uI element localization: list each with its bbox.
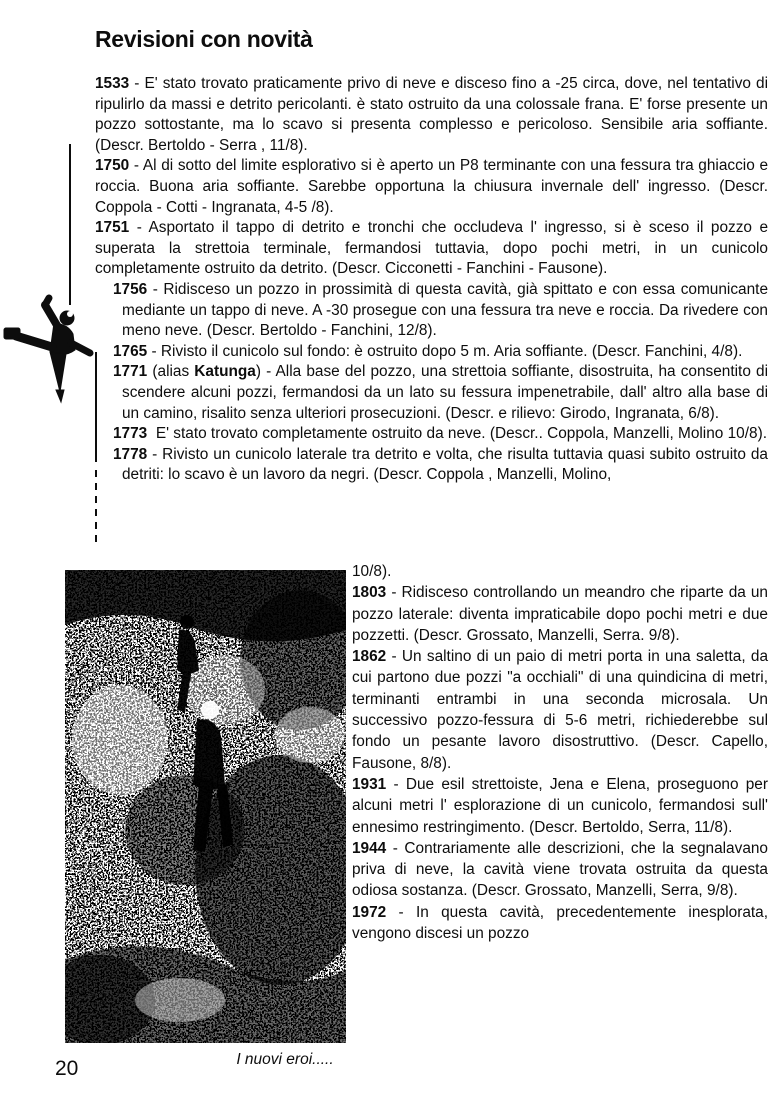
page-title: Revisioni con novità (95, 26, 313, 52)
alias-katunga: Katunga (194, 363, 256, 381)
entry-1778-continued: 10/8). (352, 563, 392, 580)
photo-halftone-art (65, 570, 346, 1043)
entry-1765: 1765 - Rivisto il cunicolo sul fondo: è ostruito dopo 5 m. Aria soffiante. (Descr. Fanchini, 4/8). (113, 342, 743, 360)
photo-caption: I nuovi eroi..... (236, 1051, 334, 1068)
article-body-top (95, 74, 768, 486)
entry-1944: 1944 - Contrariamente alle descrizioni, che la segnalavano priva di neve, la cavità viene trovata ostruita da questa odiosa sostanza. (Descr. Grossato, Manzelli, Serra, 9/8). (352, 839, 768, 900)
entry-1756: 1756 - Ridisceso un pozzo in prossimità di questa cavità, già spittato e con essa comunicante mediante un tappo di neve. A -30 prosegue con una fessura tra neve e roccia. Da rivedere con meno neve. (Descr. Bertoldo - Fanchini, 12/8). (113, 280, 768, 340)
entry-1803: 1803 - Ridisceso controllando un meandro che riparte da un pozzo laterale: diventa impraticabile dopo pochi metri e due pozzetti. (Descr. Grossato, Manzelli, Serra. 9/8). (352, 584, 768, 644)
entry-1771: 1771 (alias Katunga) - Alla base del pozzo, una strettoia soffiante, disostruita, ha consentito di scendere alcuni pozzi, fermandosi da un lato su fessura impenetrabile, dall' altro alla base di un camino, risalito senza ulteriori prosecuzioni. (Descr. e rilievo: Girodo, Ingranata, 6/8). (113, 363, 768, 422)
entry-1778: 1778 - Rivisto un cunicolo laterale tra detrito e volta, che risulta tuttavia quasi subito ostruito da detriti: lo scavo è un lavoro da negri. (Descr. Coppola , Manzelli, Molino, (113, 445, 768, 484)
entry-1931: 1931 - Due esil strettoiste, Jena e Elena, proseguono per alcuni metri l' esplorazione di un cunicolo, fermandosi sull' ennesimo restringimento. (Descr. Bertoldo, Serra, 11/8). (352, 775, 768, 836)
entry-1773: 1773 E' stato trovato completamente ostruito da neve. (Descr.. Coppola, Manzelli, Molino 10/8). (113, 425, 767, 443)
page-number: 20 (55, 1057, 79, 1080)
entry-1862: 1862 - Un saltino di un paio di metri porta in una saletta, da cui partono due pozzi "a occhiali" di una quindicina di metri, terminanti entrambi in una seconda microsala. Un successivo pozzo-fessura di 5-6 metri, richiederebbe sul fondo un pesante lavoro disostruttivo. (Descr. Capello, Fausone, 8/8). (352, 648, 768, 772)
entry-1533: 1533 - E' stato trovato praticamente privo di neve e disceso fino a -25 circa, dove, nel tentativo di ripulirlo da massi e detrito pericolanti. è stato ostruito da una colossale frana. E' forse presente un pozzo sottostante, ma lo scavo si presenta complesso e pericoloso. Sensibile aria soffiante. (Descr. Bertoldo - Serra , 11/8). (95, 75, 768, 154)
entry-1751: 1751 - Asportato il tappo di detrito e tronchi che occludeva l' ingresso, si è sceso il pozzo e superata la strettoia terminale, fermandosi tuttavia, dopo pochi metri, in un cunicolo completamente ostruito da detrito. (Descr. Cicconetti - Fanchini - Fausone). (95, 219, 769, 278)
indented-entries (95, 280, 768, 486)
article-body-right (352, 561, 768, 944)
entry-1750: 1750 - Al di sotto del limite esplorativo si è aperto un P8 terminante con una fessura tra ghiaccio e roccia. Buona aria soffiante. Sarebbe opportuna la chiusura invernale dell' ingresso. (Descr. Coppola - Cotti - Ingranata, 4-5 /8). (95, 157, 769, 216)
entry-1972: 1972 - In questa cavità, precedentemente inesplorata, vengono discesi un pozzo (352, 903, 769, 943)
photo-climbers (65, 570, 346, 1043)
